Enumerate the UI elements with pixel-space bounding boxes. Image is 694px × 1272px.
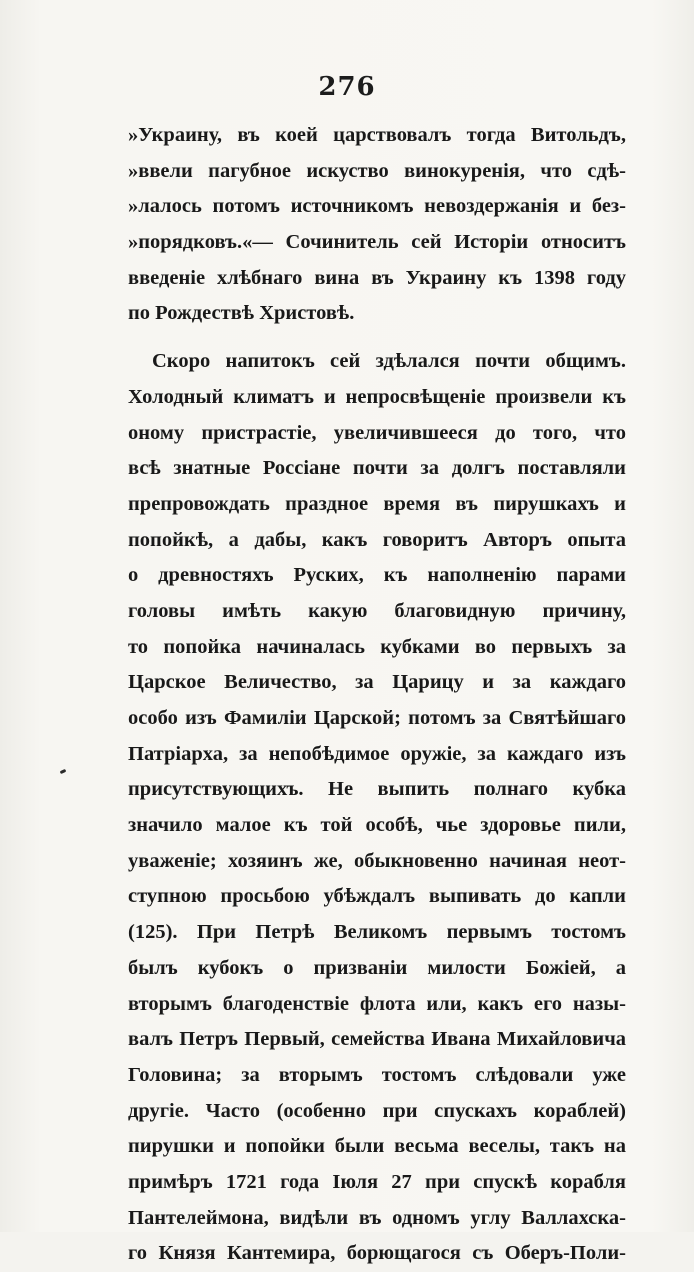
paragraph-2 (128, 344, 626, 1272)
text-line: »Украину, въ коей царствовалъ тогда Витольдъ, (128, 124, 626, 146)
text-line: о древностяхъ Руских, къ наполненію парами (128, 564, 626, 587)
paragraph-gap (128, 332, 626, 344)
text-line: особо изъ Фамиліи Царской; потомъ за Святѣйшаго (128, 707, 626, 729)
text-line: введеніе хлѣбнаго вина въ Украину къ 1398 году (128, 266, 626, 289)
text-line: попойкѣ, а дабы, какъ говоритъ Авторъ опыта (128, 528, 626, 551)
text-line: ступною просьбою убѣждалъ выпивать до капли (128, 885, 626, 908)
text-line: »порядковъ.«— Сочинитель сей Исторіи относитъ (128, 231, 626, 254)
text-line: Головина; за вторымъ тостомъ слѣдовали уже (128, 1063, 626, 1086)
text-line: вторымъ благоденствіе флота или, какъ его назы- (128, 992, 626, 1015)
ink-speck (60, 769, 67, 774)
paragraph-1 (128, 118, 626, 332)
text-line: по Рождествѣ Христовѣ. (128, 302, 355, 325)
text-line: былъ кубокъ о призваніи милости Божіей, а (128, 956, 626, 979)
text-line: присутствующихъ. Не выпить полнаго кубка (128, 778, 626, 801)
text-line: уваженіе; хозяинъ же, обыкновенно начиная неот- (128, 849, 626, 872)
text-line: головы имѣть какую благовидную причину, (128, 599, 626, 622)
page-number: 276 (318, 72, 376, 102)
text-line: валъ Петръ Первый, семейства Ивана Михайловича (128, 1028, 626, 1051)
text-line: (125). При Петрѣ Великомъ первымъ тостомъ (128, 921, 626, 944)
text-line: Царское Величество, за Царицу и за каждаго (128, 671, 626, 694)
text-line: »лалось потомъ источникомъ невоздержанія и без- (128, 195, 626, 218)
text-line: препровождать праздное время въ пирушкахъ и (128, 492, 626, 515)
text-line: другіе. Часто (особенно при спускахъ кораблей) (128, 1099, 626, 1122)
text-body (128, 118, 626, 1272)
text-line: значило малое къ той особѣ, чье здоровье пили, (128, 814, 626, 837)
text-line: всѣ знатные Россіане почти за долгъ поставляли (128, 457, 626, 480)
text-line: »ввели пагубное искуство винокуренія, что сдѣ- (128, 159, 626, 182)
text-line: Патріарха, за непобѣдимое оружіе, за каждаго изъ (128, 742, 626, 765)
text-line: Холодный климатъ и непросвѣщеніе произвели къ (128, 385, 626, 408)
text-line: Скоро напитокъ сей здѣлался почти общимъ. (152, 350, 626, 373)
text-line: оному пристрастіе, увеличившееся до того, что (128, 421, 626, 444)
text-line: Пантелеймона, видѣли въ одномъ углу Валлахска- (128, 1206, 626, 1229)
text-line: пирушки и попойки были весьма веселы, такъ на (128, 1135, 626, 1158)
text-line: го Князя Кантемира, борющагося съ Оберъ-Поли- (128, 1242, 626, 1265)
text-line: примѣръ 1721 года Іюля 27 при спускѣ корабля (128, 1170, 626, 1193)
text-line: то попойка начиналась кубками во первыхъ за (128, 635, 626, 658)
